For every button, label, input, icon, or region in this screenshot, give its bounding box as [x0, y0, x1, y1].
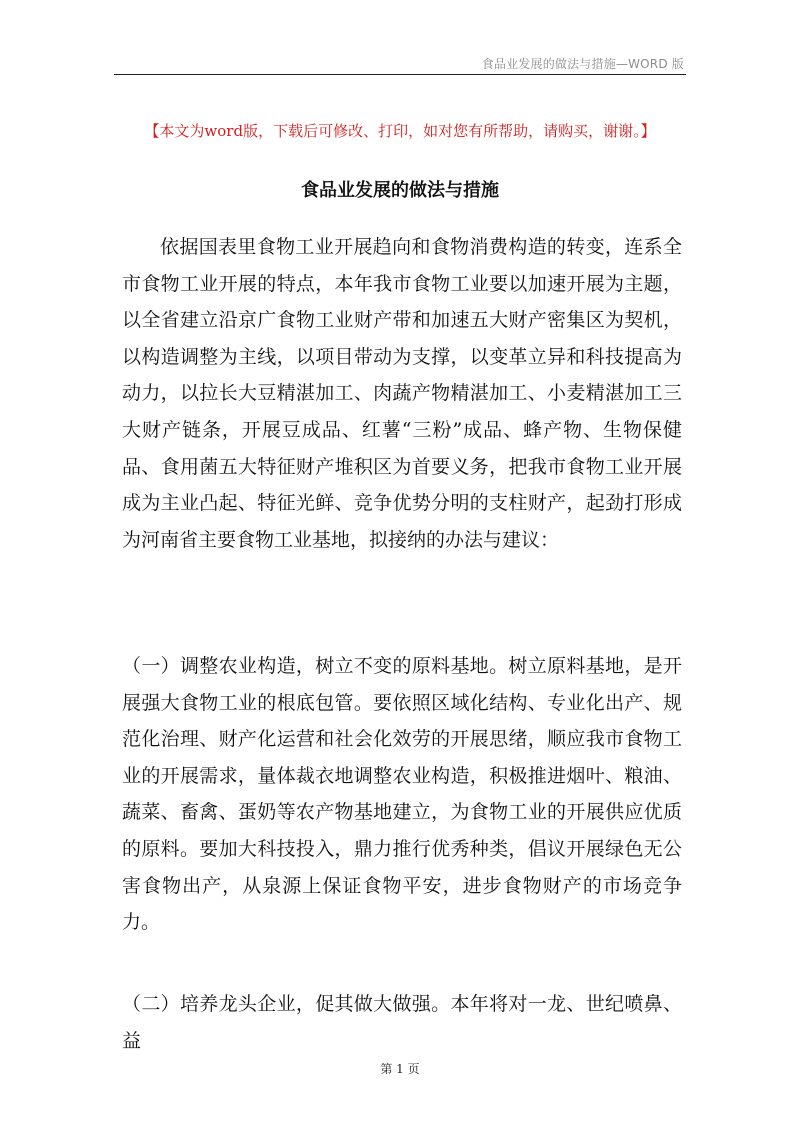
- header-divider: [114, 74, 686, 75]
- purchase-notice: 【本文为word版，下载后可修改、打印，如对您有所帮助，请购买，谢谢。】: [144, 122, 656, 140]
- body-paragraph-2: （一）调整农业构造，树立不变的原料基地。树立原料基地，是开展强大食物工业的根底包管。要依照区域化结构、专业化出产、规范化治理、财产化运营和社会化效劳的开展思绪，顺应我市食物工业的开展需求，量体裁衣地调整农业构造，积极推进烟叶、粮油、蔬菜、畜禽、蛋奶等农产物基地建立，为食物工业的开展供应优质的原料。要加大科技投入，鼎力推行优秀种类，倡议开展绿色无公害食物出产，从泉源上保证食物平安，进步食物财产的市场竞争力。: [122, 655, 682, 934]
- body-paragraph-1: 依据国表里食物工业开展趋向和食物消费构造的转变，连系全市食物工业开展的特点，本年我市食物工业要以加速开展为主题，以全省建立沿京广食物工业财产带和加速五大财产密集区为契机，以构造调整为主线，以项目带动为支撑，以变革立异和科技提高为动力，以拉长大豆精湛加工、肉蔬产物精湛加工、小麦精湛加工三大财产链条，开展豆成品、红薯“三粉”成品、蜂产物、生物保健品、食用菌五大特征财产堆积区为首要义务，把我市食物工业开展成为主业凸起、特征光鲜、竞争优势分明的支柱财产，起劲打形成为河南省主要食物工业基地，拟接纳的办法与建议：: [122, 236, 682, 551]
- body-paragraph-3: （二）培养龙头企业，促其做大做强。本年将对一龙、世纪喷鼻、益: [122, 993, 682, 1052]
- document-title: 食品业发展的做法与措施: [301, 180, 499, 201]
- running-header-title: 食品业发展的做法与措施—WORD 版: [481, 57, 684, 71]
- page-number: 第 1 页: [380, 1062, 420, 1076]
